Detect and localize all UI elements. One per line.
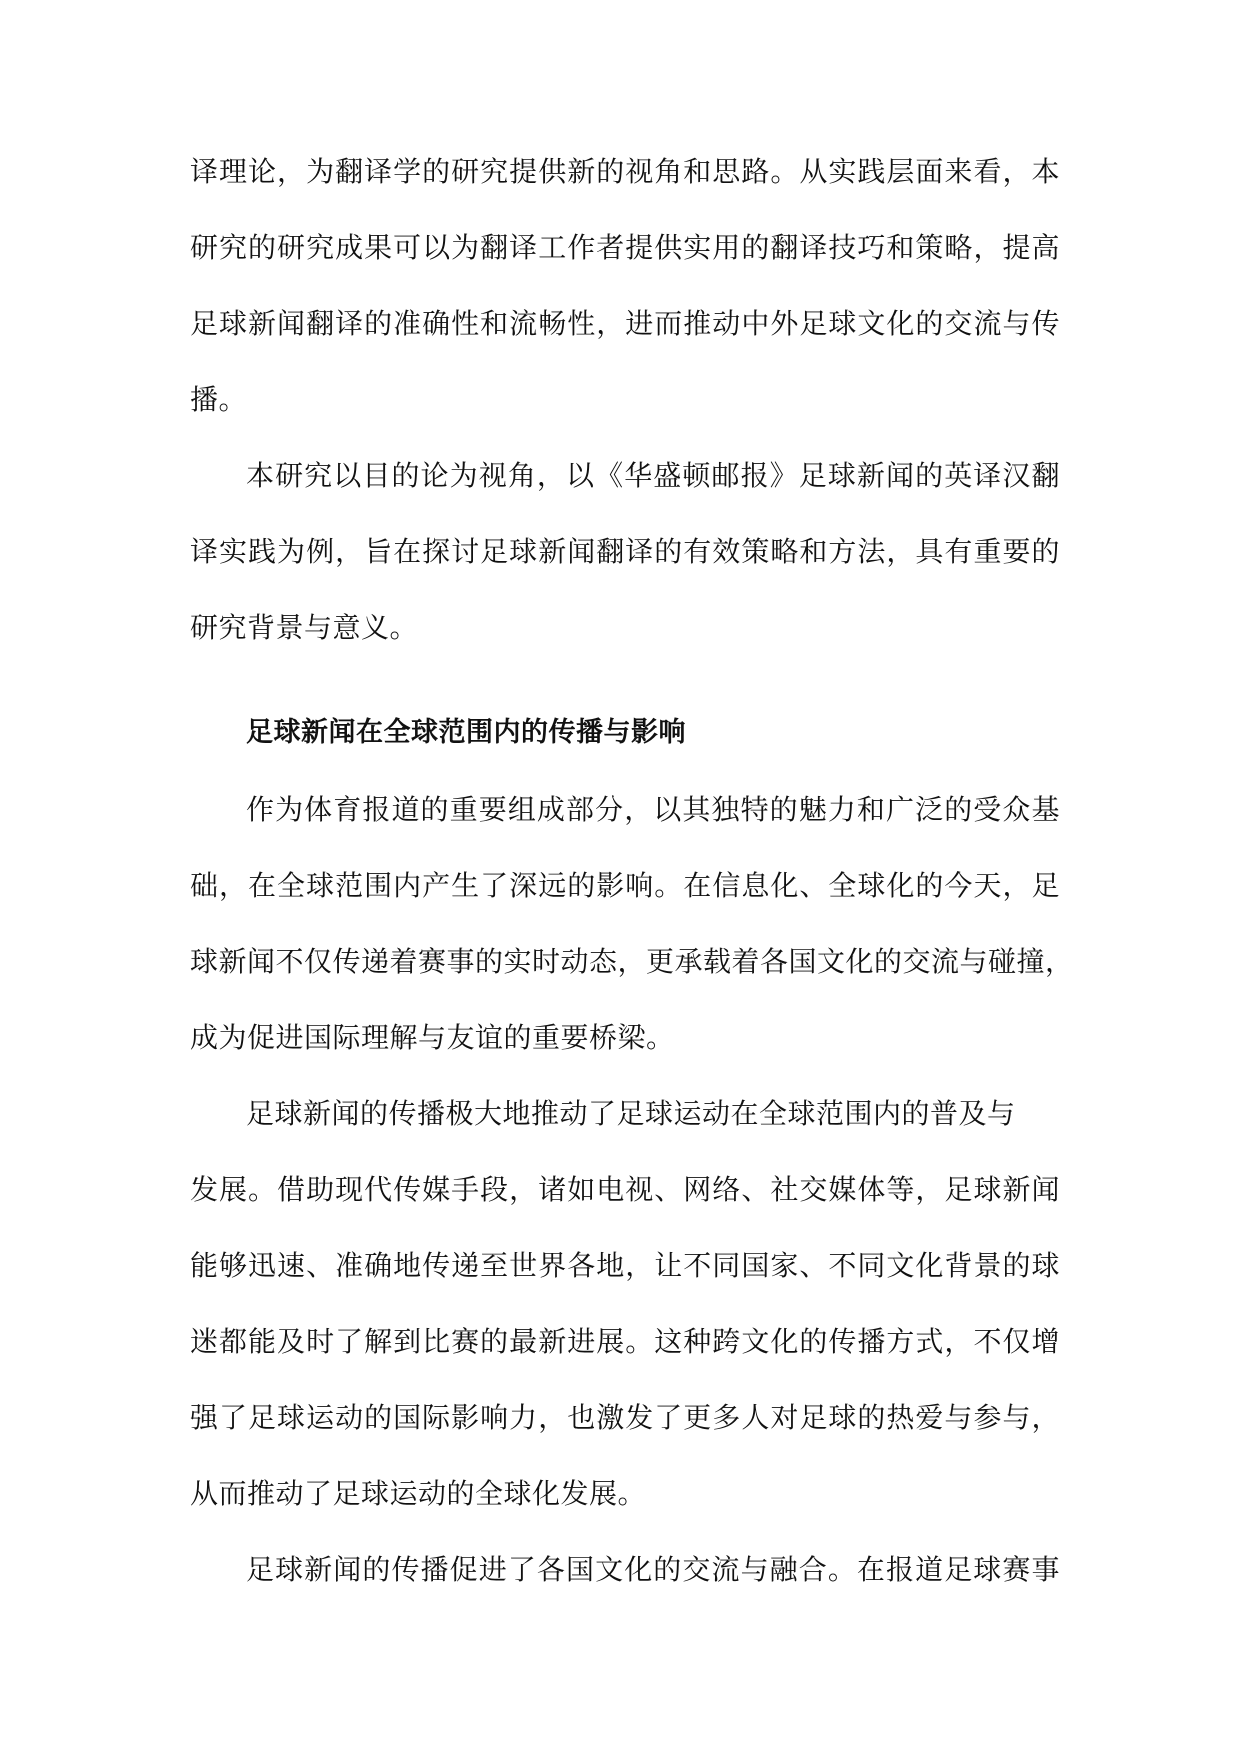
paragraph-line: 发展。借助现代传媒手段，诸如电视、网络、社交媒体等，足球新闻 [190,1173,1060,1206]
paragraph-line: 能够迅速、准确地传递至世界各地，让不同国家、不同文化背景的球 [190,1249,1060,1282]
paragraph-line: 作为体育报道的重要组成部分，以其独特的魅力和广泛的受众基 [246,793,1060,826]
paragraph-line: 足球新闻翻译的准确性和流畅性，进而推动中外足球文化的交流与传 [190,307,1060,340]
paragraph-line: 研究的研究成果可以为翻译工作者提供实用的翻译技巧和策略，提高 [190,231,1060,264]
paragraph-line: 足球新闻的传播极大地推动了足球运动在全球范围内的普及与 [246,1097,1016,1130]
paragraph-line: 播。 [190,383,248,416]
paragraph-line: 译理论，为翻译学的研究提供新的视角和思路。从实践层面来看，本 [190,155,1060,188]
paragraph-line: 本研究以目的论为视角，以《华盛顿邮报》足球新闻的英译汉翻 [246,459,1060,492]
paragraph-line: 译实践为例，旨在探讨足球新闻翻译的有效策略和方法，具有重要的 [190,535,1060,568]
paragraph-line: 足球新闻的传播促进了各国文化的交流与融合。在报道足球赛事 [246,1553,1060,1586]
paragraph-line: 球新闻不仅传递着赛事的实时动态，更承载着各国文化的交流与碰撞， [190,945,1074,978]
paragraph-line: 成为促进国际理解与友谊的重要桥梁。 [190,1021,675,1054]
paragraph-line: 强了足球运动的国际影响力，也激发了更多人对足球的热爱与参与， [190,1401,1060,1434]
paragraph-line: 研究背景与意义。 [190,611,419,644]
paragraph-line: 础，在全球范围内产生了深远的影响。在信息化、全球化的今天，足 [190,869,1060,902]
paragraph-line: 从而推动了足球运动的全球化发展。 [190,1477,647,1510]
paragraph-line: 迷都能及时了解到比赛的最新进展。这种跨文化的传播方式，不仅增 [190,1325,1060,1358]
section-heading: 足球新闻在全球范围内的传播与影响 [246,717,686,748]
